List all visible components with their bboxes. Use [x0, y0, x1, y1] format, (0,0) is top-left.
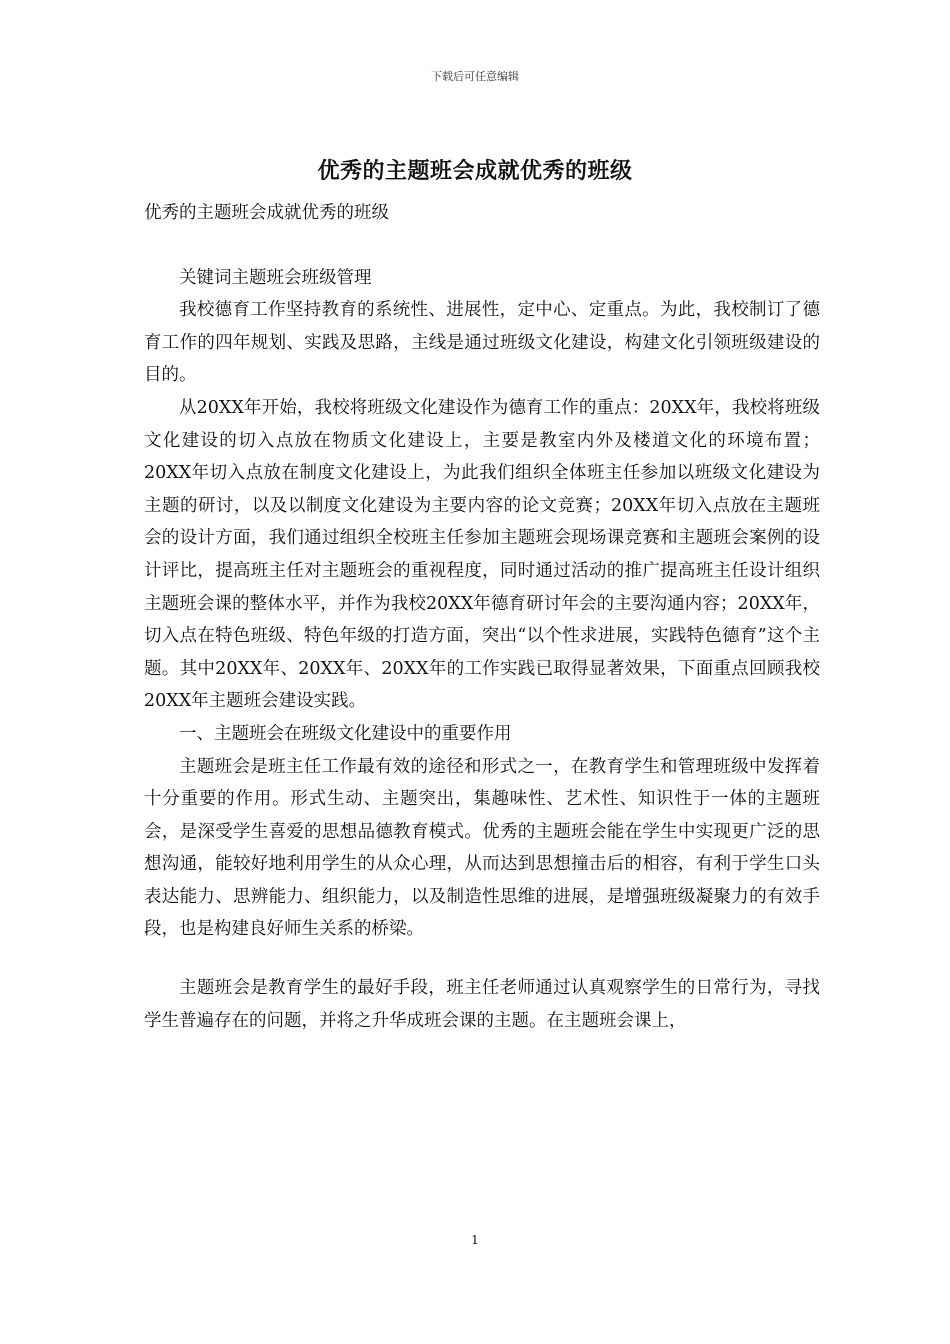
document-title: 优秀的主题班会成就优秀的班级	[317, 158, 633, 184]
subtitle: 优秀的主题班会成就优秀的班级	[144, 203, 389, 223]
page-number: 1	[471, 1233, 479, 1247]
document-body	[144, 197, 820, 1037]
header-note: 下载后可任意编辑	[431, 70, 519, 83]
paragraph: 主题班会是教育学生的最好手段，班主任老师通过认真观察学生的日常行为，寻找学生普遍存在的问题，并将之升华成班会课的主题。在主题班会课上，	[144, 978, 820, 1031]
section-heading: 一、主题班会在班级文化建设中的重要作用	[179, 723, 512, 744]
paragraph: 从20XX年开始，我校将班级文化建设作为德育工作的重点：20XX年，我校将班级文化建设的切入点放在物质文化建设上，主要是教室内外及楼道文化的环境布置；20XX年切入点放在制度文化建设上，为此我们组织全体班主任参加以班级文化建设为主题的研讨，以及以制度文化建设为主要内容的论文竞赛；20XX年切入点放在主题班会的设计方面，我们通过组织全校班主任参加主题班会现场课竞赛和主题班会案例的设计评比，提高班主任对主题班会的重视程度，同时通过活动的推广提高班主任设计组织主题班会课的整体水平，并作为我校20XX年德育研讨年会的主要沟通内容；20XX年，切入点在特色班级、特色年级的打造方面，突出“以个性求进展，实践特色德育”这个主题。其中20XX年、20XX年、20XX年的工作实践已取得显著效果，下面重点回顾我校20XX年主题班会建设实践。	[144, 397, 820, 712]
spacer	[144, 946, 820, 972]
paragraph: 主题班会是班主任工作最有效的途径和形式之一，在教育学生和管理班级中发挥着十分重要的作用。形式生动、主题突出，集趣味性、艺术性、知识性于一体的主题班会，是深受学生喜爱的思想品德教育模式。优秀的主题班会能在学生中实现更广泛的思想沟通，能较好地利用学生的从众心理，从而达到思想撞击后的相容，有利于学生口头表达能力、思辨能力、组织能力，以及制造性思维的进展，是增强班级凝聚力的有效手段，也是构建良好师生关系的桥梁。	[144, 756, 820, 940]
spacer	[144, 230, 820, 262]
paragraph: 我校德育工作坚持教育的系统性、进展性，定中心、定重点。为此，我校制订了德育工作的四年规划、实践及思路，主线是通过班级文化建设，构建文化引领班级建设的目的。	[144, 300, 820, 386]
keywords-line: 关键词主题班会班级管理	[179, 267, 372, 288]
